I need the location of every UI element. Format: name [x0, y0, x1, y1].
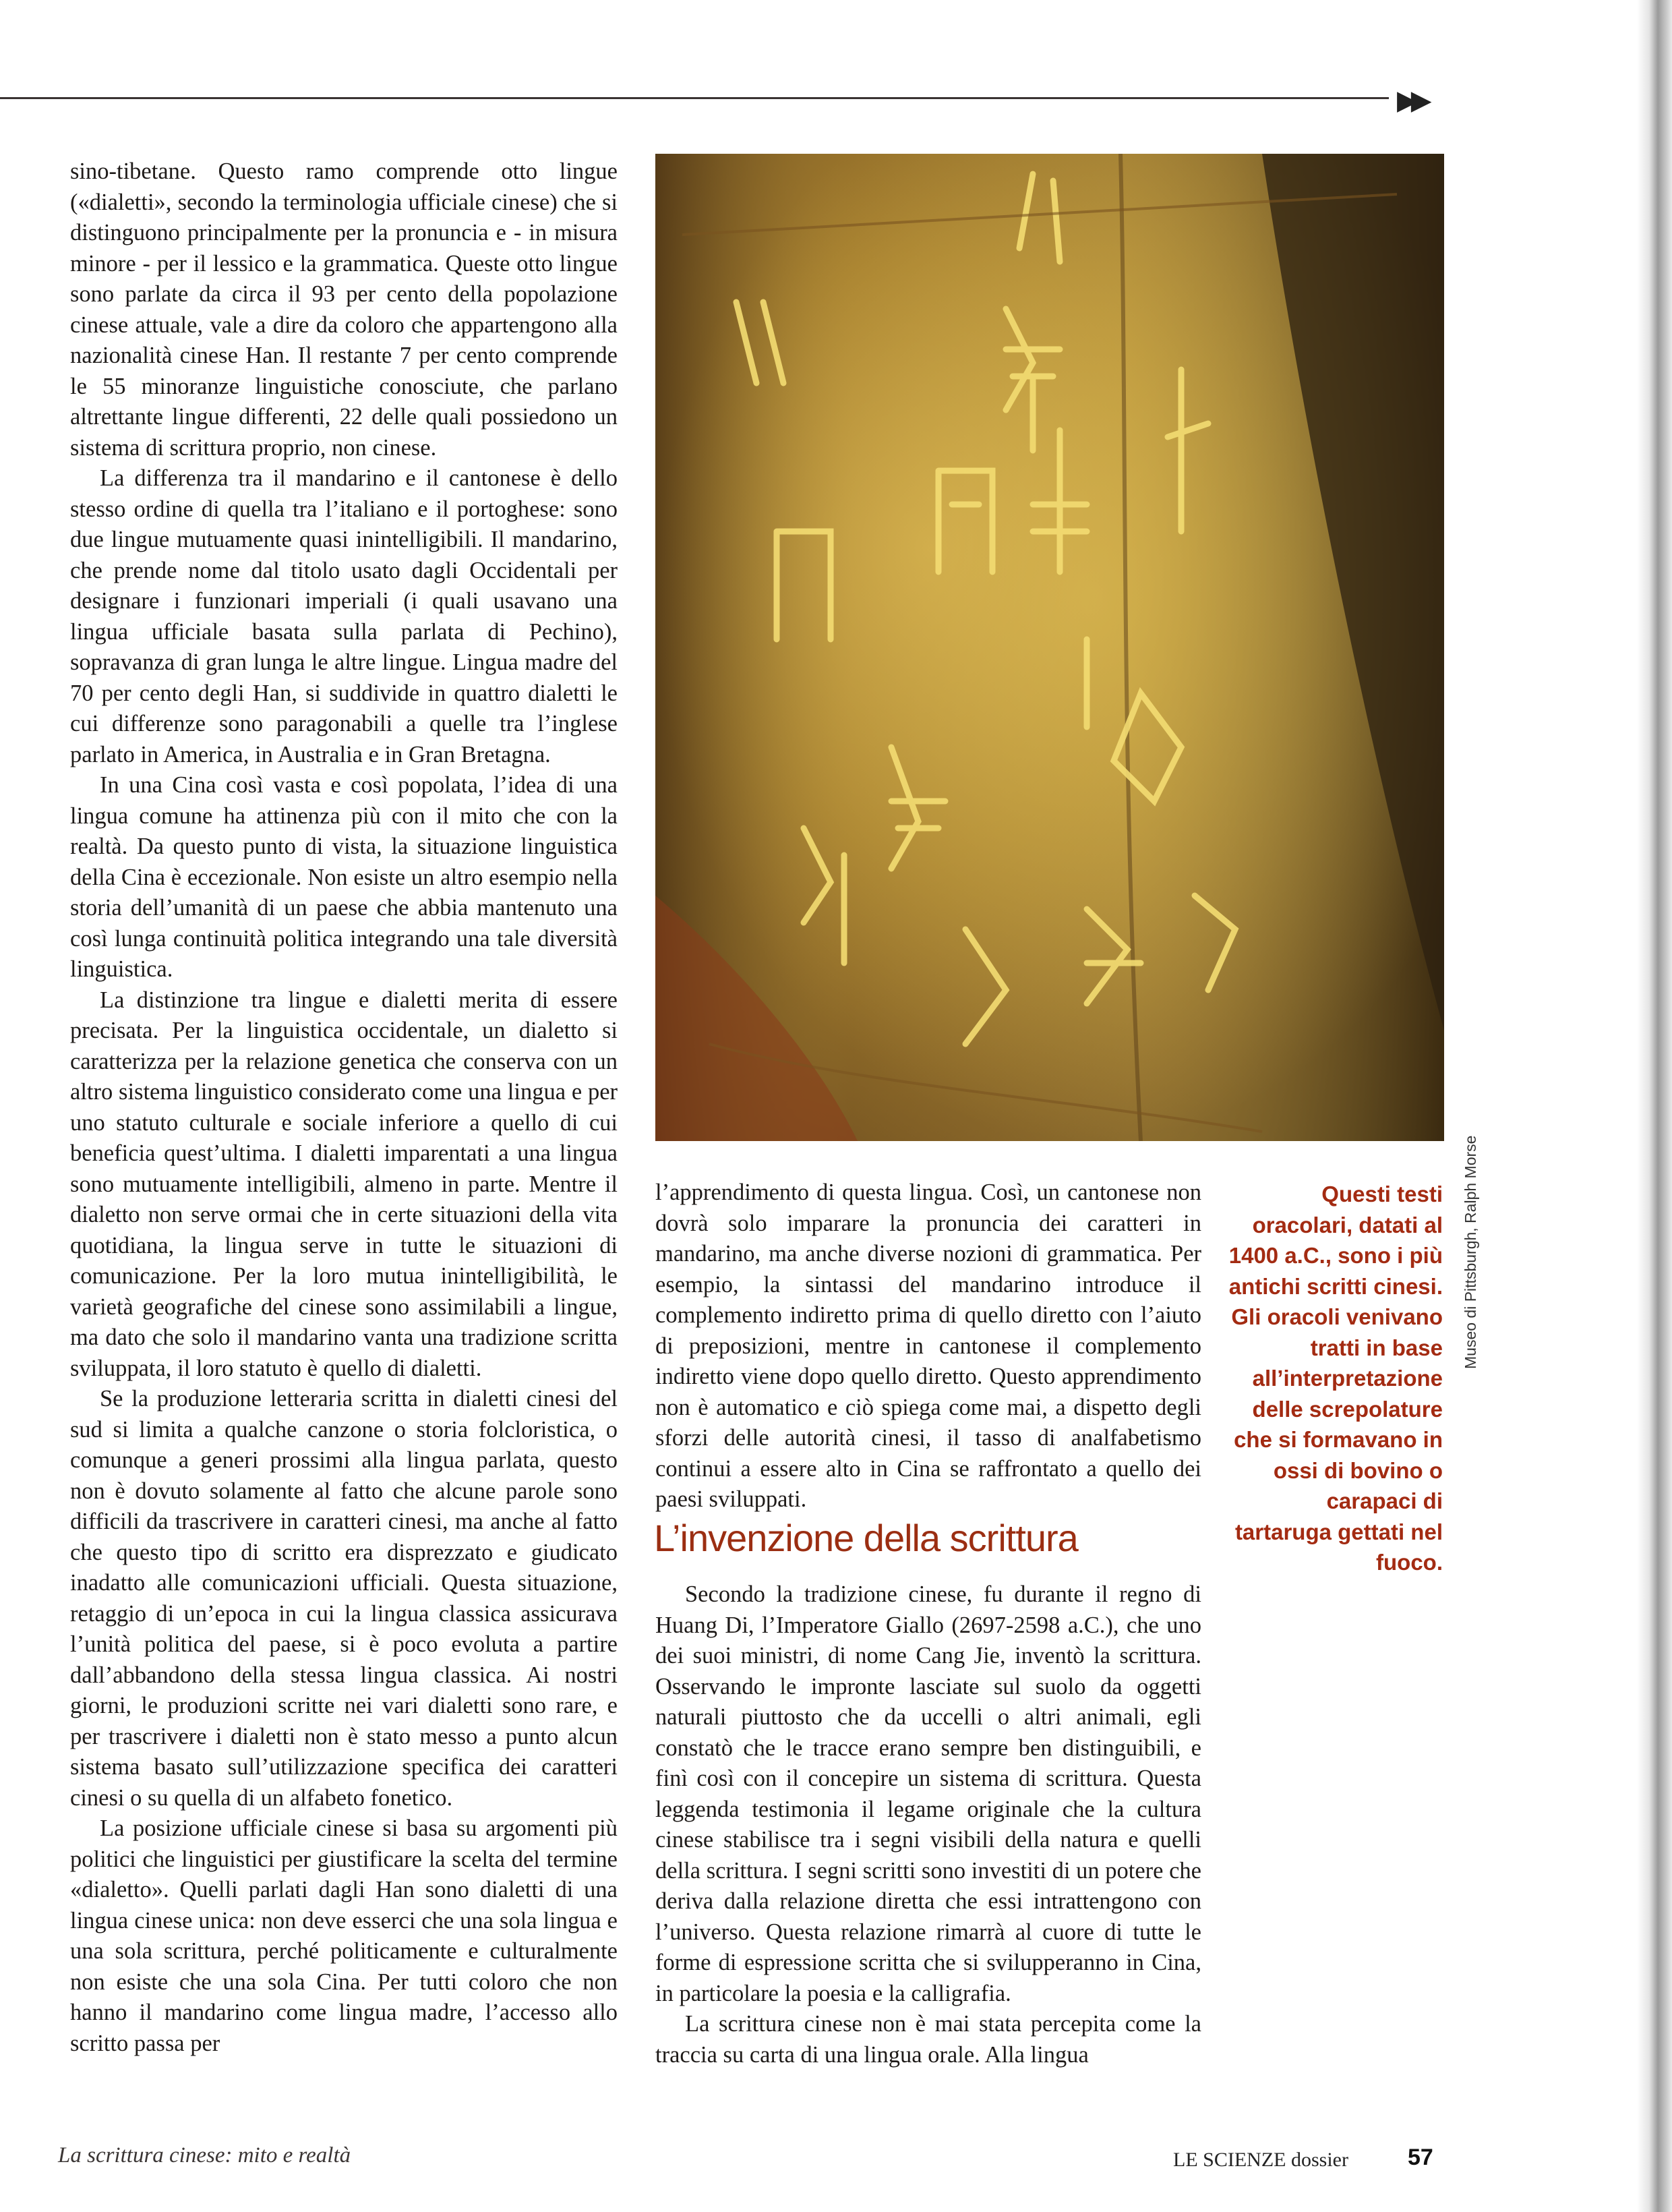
publication-name: LE SCIENZE dossier [1173, 2149, 1348, 2171]
paragraph: La posizione ufficiale cinese si basa su argomenti più politici che linguistici per giustificare la scelta del termine «dialetto». Quelli parlati dagli Han sono dialetti di una lingua cinese unica: non deve esserci che una sola lingua e una sola scrittura, perché politicamente e culturalmente non esiste che una sola Cina. Per tutti coloro che non hanno il mandarino come lingua madre, l’accesso allo scritto passa per [70, 1815, 618, 2056]
oracle-bone-illustration [655, 154, 1444, 1141]
photo-caption: Questi testi oracolari, datati al 1400 a.C., sono i più antichi scritti cinesi. Gli oracoli venivano tratti in base all’interpretazione delle screpolature che si formavano in ossi di bovino o carapaci di tartaruga gettati nel fuoco. [1228, 1182, 1443, 1575]
photo-credit-text: Museo di Pittsburgh, Ralph Morse [1462, 1135, 1479, 1369]
text-column-right-section [655, 1579, 1201, 2070]
paragraph: La distinzione tra lingue e dialetti merita di essere precisata. Per la linguistica occidentale, un dialetto si caratterizza per la relazione genetica che conserva con un altro sistema linguistico considerato come una lingua e per uno statuto culturale e sociale inferiore a quello di cui beneficia quest’ultima. I dialetti imparentati a una lingua sono mutuamente intelligibili, almeno in parte. Mentre il dialetto non serve ormai che in certe situazioni della vita quotidiana, la lingua serve in tutte le situazioni di comunicazione. Per la loro mutua inintelligibilità, le varietà geografiche del cinese sono assimilabili a lingue, ma dato che solo il mandarino vanta una tradizione scritta sviluppata, il loro statuto è quello di dialetti. [70, 987, 618, 1381]
oracle-bone-photo [655, 154, 1444, 1141]
text-column-left [70, 156, 618, 2059]
paragraph: Secondo la tradizione cinese, fu durante il regno di Huang Di, l’Imperatore Giallo (2697-2598 a.C.), che uno dei suoi ministri, di nome Cang Jie, inventò la scrittura. Osservando le impronte lasciate sul suolo da oggetti naturali piuttosto che da uccelli o altri animali, egli constatò che le tracce erano sempre ben distinguibili, e finì così con il concepire un sistema di scrittura. Questa leggenda testimonia il legame originale che la cultura cinese stabilisce tra i segni visibili della natura e quelli della scrittura. I segni scritti sono investiti di un potere che deriva dalla relazione diretta che essi intrattengono con l’universo. Questa relazione rimarrà al cuore di tutte le forme di espressione scritta che si svilupperanno in Cina, in particolare la poesia e la calligrafia. [655, 1581, 1201, 2006]
photo-credit [1462, 1135, 1483, 1416]
paragraph: sino-tibetane. Questo ramo comprende otto lingue («dialetti», secondo la terminologia ufficiale cinese) che si distinguono principalmente per la pronuncia e - in misura minore - per il lessico e la grammatica. Queste otto lingue sono parlate da circa il 93 per cento della popolazione cinese attuale, vale a dire da coloro che appartengono alla nazionalità cinese Han. Il restante 7 per cento comprende le 55 minoranze linguistiche conosciute, che parlano altrettante lingue differenti, 22 delle quali possiedono un sistema di scrittura proprio, non cinese. [70, 158, 618, 461]
paragraph: La scrittura cinese non è mai stata percepita come la traccia su carta di una lingua orale. Alla lingua [655, 2011, 1201, 2068]
section-heading: L’invenzione della scrittura [654, 1517, 1078, 1559]
page-number: 57 [1408, 2145, 1433, 2170]
paragraph: Se la produzione letteraria scritta in dialetti cinesi del sud si limita a qualche canzone o storia folcloristica, o comunque a generi prossimi alla lingua parlata, questo non è dovuto solamente al fatto che alcune parole sono difficili da trascrivere in caratteri cinesi, ma anche al fatto che questo tipo di scritto era disprezzato e giudicato inadatto alle comunicazioni ufficiali. Questa situazione, retaggio di un’epoca in cui la lingua classica assicurava l’unità politica del paese, si è poco evoluta a partire dall’abbandono della stessa lingua classica. Ai nostri giorni, le produzioni scritte nei vari dialetti sono rare, e per trascrivere i dialetti non è stato messo a punto alcun sistema basato sull’utilizzazione specifica dei caratteri cinesi o su quella di un alfabeto fonetico. [70, 1386, 618, 1811]
paragraph: La differenza tra il mandarino e il cantonese è dello stesso ordine di quella tra l’italiano e il portoghese: sono due lingue mutuamente quasi inintelligibili. Il mandarino, che prende nome dal titolo usato dagli Occidentali per designare i funzionari imperiali (i quali usavano una lingua ufficiale basata sulla parlata di Pechino), sopravanza di gran lunga le altre lingue. Lingua madre del 70 per cento degli Han, si suddivide in quattro dialetti le cui differenze sono paragonabili a quelle tra l’inglese parlato in America, in Australia e in Gran Bretagna. [70, 465, 618, 767]
continue-arrows-icon: ▶▶ [1397, 85, 1425, 116]
running-title: La scrittura cinese: mito e realtà [58, 2143, 351, 2167]
paragraph: l’apprendimento di questa lingua. Così, un cantonese non dovrà solo imparare la pronuncia dei caratteri in mandarino, ma anche diverse nozioni di grammatica. Per esempio, la sintassi del mandarino introduce il complemento indiretto prima di quello diretto con l’aiuto di preposizioni, mentre in cantonese il complemento indiretto viene dopo quello diretto. Questo apprendimento non è automatico e ciò spiega come mai, a dispetto degli sforzi delle autorità cinesi, il tasso di analfabetismo continui a essere alto in Cina se raffrontato a quello dei paesi sviluppati. [655, 1180, 1201, 1512]
text-column-right [655, 1177, 1201, 1515]
paragraph: In una Cina così vasta e così popolata, l’idea di una lingua comune ha attinenza più con il mito che con la realtà. Da questo punto di vista, la situazione linguistica della Cina è eccezionale. Non esiste un altro esempio nella storia dell’umanità di un paese che abbia mantenuto una così lunga continuità politica integrando una tale diversità linguistica. [70, 772, 618, 982]
page-edge-shadow [1637, 0, 1672, 2212]
header-rule [0, 97, 1389, 99]
